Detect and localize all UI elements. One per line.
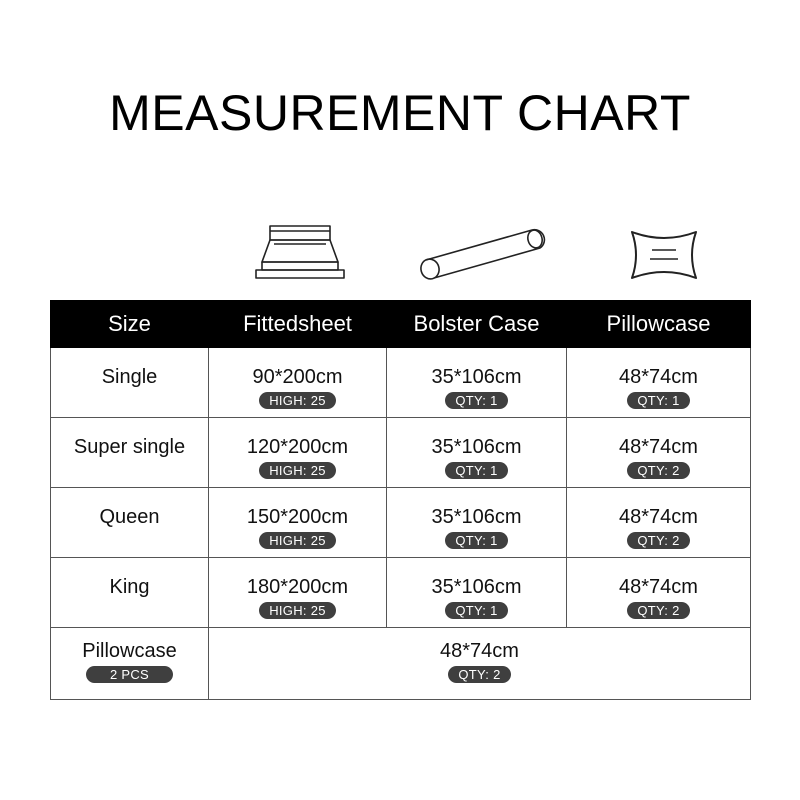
- size-cell: [51, 418, 209, 488]
- bolster-dimension: 35*106cm: [431, 506, 522, 528]
- pillow-icon: [626, 226, 702, 284]
- table-header-row: [51, 301, 751, 348]
- table-row: [51, 488, 751, 558]
- pillow-dimension: 48*74cm: [619, 436, 698, 458]
- pcs-badge: 2 PCS: [86, 666, 173, 683]
- pillow-cell: [567, 558, 751, 628]
- pillow-badge: QTY: 2: [627, 602, 689, 619]
- pillow-dimension: 48*74cm: [619, 576, 698, 598]
- pillow-dimension: 48*74cm: [619, 366, 698, 388]
- fitted-dimension: 150*200cm: [246, 506, 349, 528]
- header-fittedsheet: Fittedsheet: [209, 301, 387, 348]
- bolster-cell: [387, 558, 567, 628]
- size-label: King: [109, 576, 150, 598]
- size-label: Single: [101, 366, 158, 388]
- bolster-badge: QTY: 1: [445, 462, 507, 479]
- measurement-table: [50, 300, 751, 700]
- size-label: Queen: [99, 506, 160, 528]
- pillow-cell: [567, 348, 751, 418]
- bolster-badge: QTY: 1: [445, 392, 507, 409]
- bolster-cell: [387, 488, 567, 558]
- size-cell: [51, 348, 209, 418]
- table-row-pillowcase: [51, 628, 751, 700]
- extra-dimension: 48*74cm: [440, 640, 519, 662]
- table-row: [51, 418, 751, 488]
- bolster-dimension: 35*106cm: [431, 366, 522, 388]
- header-size: Size: [51, 301, 209, 348]
- fitted-cell: [209, 418, 387, 488]
- fitted-cell: [209, 488, 387, 558]
- table-row: [51, 348, 751, 418]
- header-pillowcase: Pillowcase: [567, 301, 751, 348]
- fitted-badge: HIGH: 25: [259, 532, 336, 549]
- pillow-badge: QTY: 2: [627, 462, 689, 479]
- bolster-badge: QTY: 1: [445, 602, 507, 619]
- header-bolster-case: Bolster Case: [387, 301, 567, 348]
- fitted-dimension: 90*200cm: [252, 366, 343, 388]
- pillow-badge: QTY: 2: [627, 532, 689, 549]
- table-row: [51, 558, 751, 628]
- bolster-cell: [387, 348, 567, 418]
- pillow-cell: [567, 418, 751, 488]
- bolster-dimension: 35*106cm: [431, 436, 522, 458]
- bolster-badge: QTY: 1: [445, 532, 507, 549]
- size-cell: [51, 558, 209, 628]
- fitted-cell: [209, 558, 387, 628]
- page-title: MEASUREMENT CHART: [109, 85, 691, 141]
- fitted-badge: HIGH: 25: [259, 392, 336, 409]
- fitted-dimension: 120*200cm: [246, 436, 349, 458]
- pillow-cell: [567, 488, 751, 558]
- size-cell: [51, 488, 209, 558]
- bolster-cell: [387, 418, 567, 488]
- fitted-sheet-icon: [252, 220, 348, 284]
- bolster-dimension: 35*106cm: [431, 576, 522, 598]
- extra-badge: QTY: 2: [448, 666, 510, 683]
- pillow-dimension: 48*74cm: [619, 506, 698, 528]
- size-label: Super single: [73, 436, 186, 458]
- fitted-dimension: 180*200cm: [246, 576, 349, 598]
- fitted-badge: HIGH: 25: [259, 462, 336, 479]
- fitted-badge: HIGH: 25: [259, 602, 336, 619]
- pillow-badge: QTY: 1: [627, 392, 689, 409]
- extra-label: Pillowcase: [82, 640, 177, 662]
- fitted-cell: [209, 348, 387, 418]
- bolster-icon: [414, 222, 550, 284]
- extra-label-cell: [51, 628, 209, 700]
- extra-value-cell: [209, 628, 751, 700]
